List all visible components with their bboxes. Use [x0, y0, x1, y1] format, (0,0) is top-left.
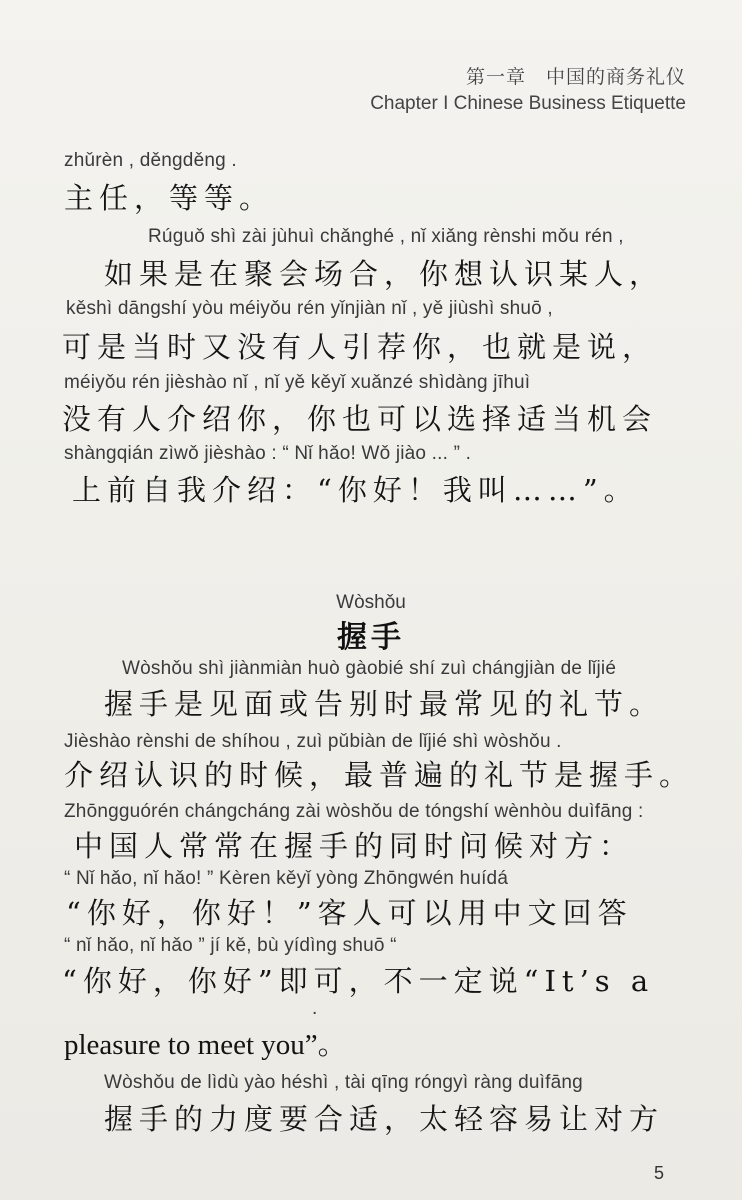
running-header: [370, 62, 686, 115]
pinyin-line: Wòshǒu de lìdù yào héshì , tài qīng róngyì ràng duìfāng: [104, 1072, 583, 1093]
chapter-title-en: Chapter I Chinese Business Etiquette: [370, 93, 686, 114]
pinyin-line: zhǔrèn , děngděng .: [64, 150, 237, 171]
hanzi-line: 握手是见面或告别时最常见的礼节。: [104, 687, 665, 721]
pinyin-line: Wòshǒu shì jiànmiàn huò gàobié shí zuì chángjiàn de lǐjié: [122, 658, 617, 679]
hanzi-line: “你好，你好”即可，不一定说“It’s a: [62, 964, 655, 998]
hanzi-line: 中国人常常在握手的同时问候对方：: [74, 829, 635, 863]
pinyin-line: “ Nǐ hǎo, nǐ hǎo! ” Kèren kěyǐ yòng Zhōngwén huídá: [64, 868, 509, 889]
pinyin-line: shàngqián zìwǒ jièshào : “ Nǐ hǎo! Wǒ jiào ... ” .: [64, 443, 472, 464]
section-pinyin: Wòshǒu: [336, 592, 406, 613]
pinyin-line: “ nǐ hǎo, nǐ hǎo ” jí kě, bù yídìng shuō “: [64, 935, 397, 956]
page-number: 5: [653, 1163, 664, 1183]
hanzi-line: 可是当时又没有人引荐你，也就是说，: [62, 330, 658, 364]
english-continuation: pleasure to meet you”。: [64, 1029, 347, 1061]
hanzi-line: “你好，你好！”客人可以用中文回答: [66, 896, 633, 930]
hanzi-line: 介绍认识的时候，最普遍的礼节是握手。: [64, 758, 695, 792]
hanzi-line: 如果是在聚会场合，你想认识某人，: [104, 257, 665, 291]
hanzi-line: 没有人介绍你，你也可以选择适当机会: [62, 402, 658, 436]
chapter-title-zh: 第一章 中国的商务礼仪: [465, 66, 686, 88]
pinyin-line: kěshì dāngshí yòu méiyǒu rén yǐnjiàn nǐ , yě jiùshì shuō ,: [66, 298, 553, 319]
hanzi-line: 握手的力度要合适，太轻容易让对方: [104, 1102, 665, 1136]
hanzi-line: 主任，等等。: [64, 181, 275, 215]
pinyin-line: Zhōngguórén chángcháng zài wòshǒu de tóngshí wènhòu duìfāng :: [64, 801, 644, 822]
pinyin-line: Jièshào rènshi de shíhou , zuì pǔbiàn de lǐjié shì wòshǒu .: [64, 731, 562, 752]
pinyin-line: Rúguǒ shì zài jùhuì chǎnghé , nǐ xiǎng rènshi mǒu rén ,: [148, 226, 624, 247]
section-title: 握手: [337, 620, 405, 655]
hanzi-line: 上前自我介绍：“你好！我叫……”。: [72, 473, 639, 507]
pinyin-line: méiyǒu rén jièshào nǐ , nǐ yě kěyǐ xuǎnzé shìdàng jīhuì: [64, 372, 531, 393]
pinyin-dot: .: [312, 998, 318, 1019]
